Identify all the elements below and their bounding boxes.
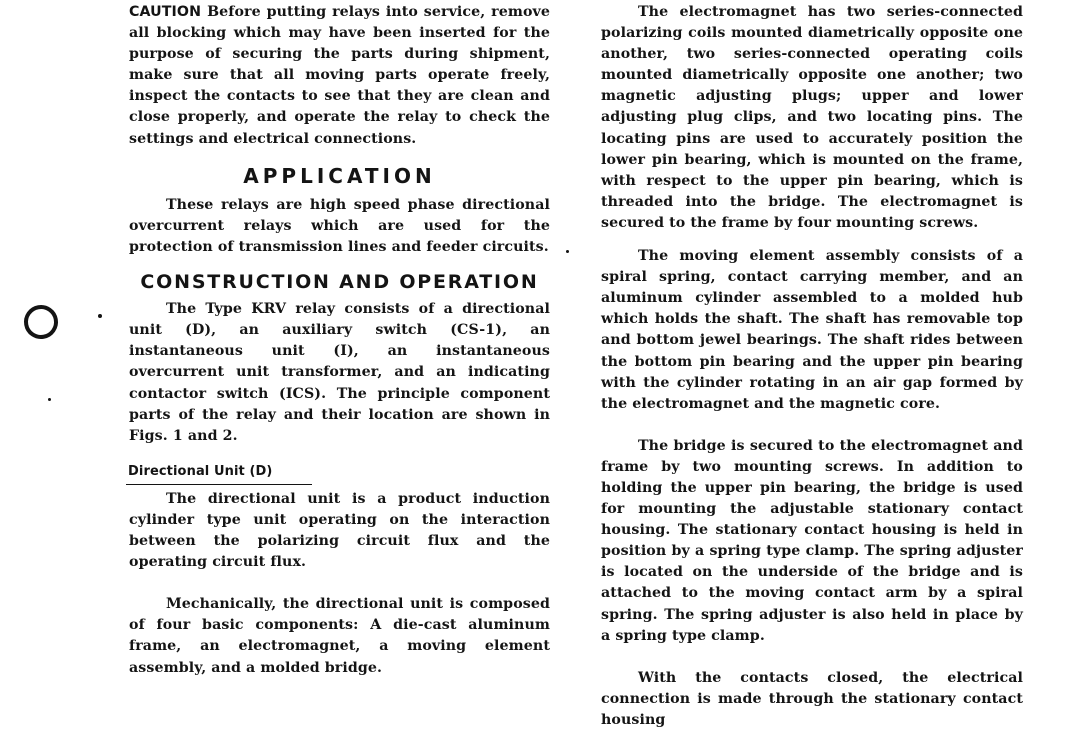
caution-text: Before putting relays into service, remove all blocking which may have been inserted for the purpose of securing the parts during shipment, make sure that all moving parts operate freely, inspect the contacts to see that they are clean and close properly, and operate the relay to check the settings and electrical connections. [129, 4, 550, 147]
right-column [601, 2, 1023, 731]
moving-element-paragraph: The moving element assembly consists of a spiral spring, contact carrying member, and an aluminum cylinder assembled to a molded hub which holds the shaft. The shaft has removable top and bottom jewel bearings. The shaft rides between the bottom pin bearing and the upper pin bearing with the cylinder rotating in an air gap formed by the electromagnet and the magnetic core. [601, 248, 1023, 412]
construction-paragraph: The Type KRV relay consists of a directional unit (D), an auxiliary switch (CS-1), an instantaneous unit (I), an instantaneous overcurrent unit transformer, and an indicating contactor switch (ICS). The principle component parts of the relay and their location are shown in Figs. 1 and 2. [129, 301, 550, 444]
mechanical-paragraph: Mechanically, the directional unit is composed of four basic components: A die-cast aluminum frame, an electromagnet, a moving element assembly, and a molded bridge. [129, 596, 550, 676]
punch-hole-mark [21, 302, 60, 341]
construction-heading: CONSTRUCTION AND OPERATION [140, 271, 539, 294]
application-paragraph: These relays are high speed phase directional overcurrent relays which are used for the protection of transmission lines and feeder circuits. [129, 196, 550, 255]
bridge-paragraph: The bridge is secured to the electromagnet and frame by two mounting screws. In addition to holding the upper pin bearing, the bridge is used for mounting the adjustable stationary contact housing. The stationary contact housing is held in position by a spring type clamp. The spring adjuster is located on the underside of the bridge and is attached to the moving contact arm by a spiral spring. The spring adjuster is also held in place by a spring type clamp. [601, 437, 1023, 644]
scan-speck [48, 398, 51, 401]
application-heading: APPLICATION [243, 163, 436, 188]
directional-paragraph: The directional unit is a product induction cylinder type unit operating on the interaction between the polarizing circuit flux and the operating circuit flux. [129, 490, 550, 571]
caution-paragraph [129, 2, 550, 150]
caution-label: CAUTION [129, 4, 202, 20]
scan-speck [98, 314, 102, 318]
directional-unit-subheading: Directional Unit (D) [126, 461, 312, 485]
electromagnet-paragraph: The electromagnet has two series-connected polarizing coils mounted diametrically opposite one another, two series-connected operating coils mounted diametrically opposite one another; two magnetic adjusting plugs; upper and lower adjusting plug clips, and two locating pins. The locating pins are used to accurately position the lower pin bearing, which is mounted on the frame, with respect to the upper pin bearing, which is threaded into the bridge. The electromagnet is secured to the frame by four mounting screws. [601, 4, 1023, 231]
contacts-paragraph: With the contacts closed, the electrical connection is made through the stationary contact housing [601, 669, 1023, 728]
scan-speck [566, 250, 569, 253]
left-column [129, 2, 550, 679]
